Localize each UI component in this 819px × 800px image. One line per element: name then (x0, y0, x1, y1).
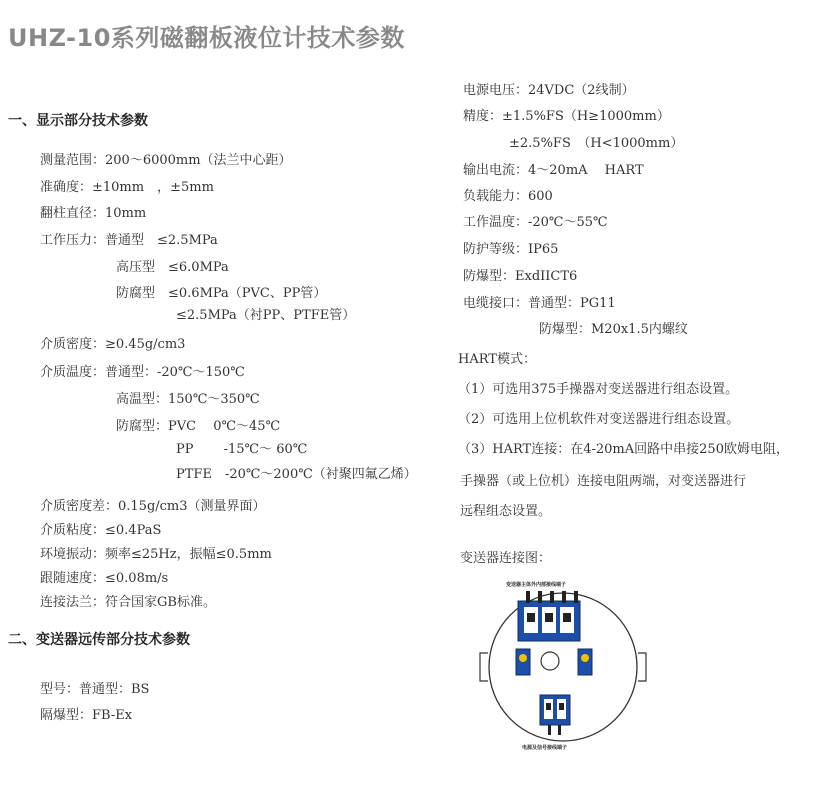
spec-line: 连接法兰：符合国家GB标准。 (40, 595, 216, 610)
spec-line: 电缆接口：普通型：PG11 (463, 296, 616, 311)
spec-line: 介质温度：普通型：-20℃～150℃ (40, 365, 245, 380)
spec-line: 防爆型：ExdIICT6 (463, 269, 578, 284)
spec-line: 准确度：±10mm ，±5mm (40, 180, 214, 195)
diagram-bottom-label: 电源及信号接线端子 (522, 745, 568, 751)
spec-line: 输出电流：4～20mA HART (463, 163, 644, 178)
hart-line: 远程组态设置。 (460, 504, 552, 519)
hart-line: 手操器（或上位机）连接电阻两端，对变送器进行 (460, 474, 747, 489)
spec-line: 精度：±1.5%FS（H≥1000mm） (463, 109, 670, 124)
spec-line: 防护等级：IP65 (463, 242, 559, 257)
spec-line: 高温型：150℃～350℃ (116, 392, 260, 407)
spec-line: 防爆型：M20x1.5内螺纹 (539, 322, 688, 337)
diagram-top-label: 变送器主体外内部接线端子 (506, 582, 567, 588)
spec-line: 测量范围：200～6000mm（法兰中心距） (40, 153, 292, 168)
spec-line: 翻柱直径：10mm (40, 206, 147, 221)
spec-line: 介质密度：≥0.45g/cm3 (40, 337, 186, 352)
spec-line: 介质密度差：0.15g/cm3（测量界面） (40, 499, 266, 514)
page-title: UHZ-10系列磁翻板液位计技术参数 (8, 24, 405, 52)
section-heading-transmitter: 二、变送器远传部分技术参数 (8, 632, 190, 648)
spec-line: 工作温度：-20℃～55℃ (463, 215, 608, 230)
hart-line: （1）可选用375手操器对变送器进行组态设置。 (458, 382, 739, 397)
hart-title: HART模式： (458, 352, 536, 367)
spec-line: 防腐型 ≤0.6MPa（PVC、PP管） (116, 286, 327, 301)
spec-line: 防腐型：PVC 0℃～45℃ (116, 419, 281, 434)
spec-line: 高压型 ≤6.0MPa (116, 260, 229, 275)
wiring-diagram (478, 583, 648, 758)
spec-line: ≤2.5MPa（衬PP、PTFE管） (176, 308, 356, 323)
spec-line: PTFE -20℃～200℃（衬聚四氟乙烯） (176, 467, 417, 482)
spec-line: 工作压力：普通型 ≤2.5MPa (40, 233, 218, 248)
spec-line: 介质粘度：≤0.4PaS (40, 523, 162, 538)
hart-line: （2）可选用上位机软件对变送器进行组态设置。 (458, 412, 740, 427)
spec-line: 隔爆型：FB-Ex (40, 708, 133, 723)
spec-line: 负载能力：600 (463, 189, 553, 204)
section-heading-display: 一、显示部分技术参数 (8, 113, 148, 129)
spec-line: 跟随速度：≤0.08m/s (40, 571, 169, 586)
spec-line: PP -15℃～ 60℃ (176, 442, 308, 457)
spec-line: 环境振动：频率≤25Hz，振幅≤0.5mm (40, 547, 272, 562)
spec-line: 型号：普通型：BS (40, 682, 150, 697)
diagram-title: 变送器连接图： (460, 551, 552, 566)
spec-line: 电源电压：24VDC（2线制） (463, 83, 635, 98)
spec-line: ±2.5%FS （H<1000mm） (509, 136, 684, 151)
hart-line: （3）HART连接：在4-20mA回路中串接250欧姆电阻， (458, 442, 789, 457)
